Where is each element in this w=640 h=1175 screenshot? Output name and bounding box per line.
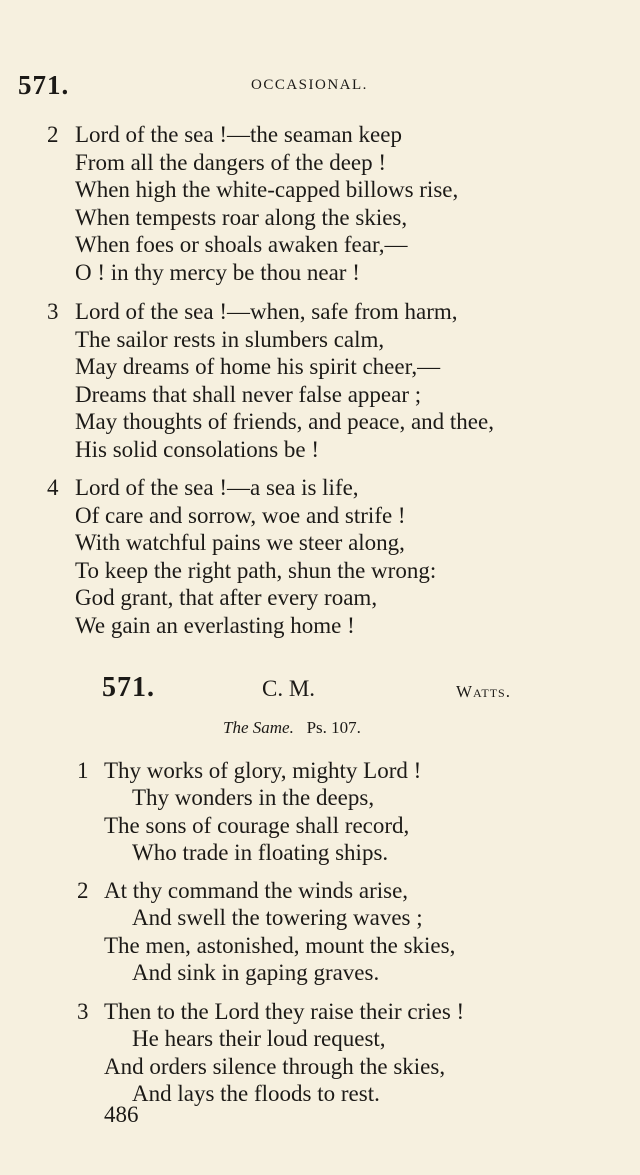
- verse-line: Of care and sorrow, woe and strife !: [75, 503, 406, 528]
- hymn-subtitle: [223, 718, 361, 738]
- stanza-number: 3: [77, 999, 89, 1024]
- verse-line: Lord of the sea !—a sea is life,: [75, 475, 359, 500]
- verse-line: When foes or shoals awaken fear,—: [75, 232, 408, 257]
- verse-line: At thy command the winds arise,: [104, 878, 409, 903]
- verse-line: Lord of the sea !—when, safe from harm,: [75, 299, 458, 324]
- verse-line: The sons of courage shall record,: [104, 813, 410, 838]
- subtitle-reference: Ps. 107.: [306, 718, 361, 737]
- verse-line: Then to the Lord they raise their cries !: [104, 999, 465, 1024]
- verse-line: When tempests roar along the skies,: [75, 205, 408, 230]
- verse-line: Who trade in floating ships.: [132, 840, 389, 865]
- hymn-author: Watts.: [456, 682, 511, 701]
- hymn-header: [0, 672, 640, 712]
- running-head-section-title: OCCASIONAL.: [251, 77, 368, 93]
- verse-line: His solid consolations be !: [75, 437, 320, 462]
- verse-line: Dreams that shall never false appear ;: [75, 382, 422, 407]
- verse-line: And sink in gaping graves.: [132, 960, 380, 985]
- verse-line: We gain an everlasting home !: [75, 613, 355, 638]
- verse-line: And swell the towering waves ;: [132, 905, 423, 930]
- subtitle-title: The Same.: [223, 718, 294, 737]
- verse-line: The men, astonished, mount the skies,: [104, 933, 456, 958]
- verse-line: When high the white-capped billows rise,: [75, 177, 459, 202]
- verse-line: The sailor rests in slumbers calm,: [75, 327, 385, 352]
- hymn-meter: C. M.: [262, 676, 316, 701]
- stanza-number: 3: [47, 299, 59, 324]
- running-head-hymn-number: 571.: [18, 70, 70, 100]
- verse-line: God grant, that after every roam,: [75, 585, 378, 610]
- stanza-number: 2: [47, 122, 59, 147]
- verse-line: He hears their loud request,: [132, 1026, 386, 1051]
- verse-line: Thy wonders in the deeps,: [132, 785, 375, 810]
- stanza-number: 1: [77, 758, 89, 783]
- verse-line: May dreams of home his spirit cheer,—: [75, 354, 441, 379]
- verse-line: To keep the right path, shun the wrong:: [75, 558, 437, 583]
- verse-line: O ! in thy mercy be thou near !: [75, 260, 360, 285]
- verse-line: May thoughts of friends, and peace, and thee,: [75, 409, 494, 434]
- page-number: 486: [104, 1102, 139, 1127]
- verse-line: Thy works of glory, mighty Lord !: [104, 758, 422, 783]
- verse-line: And lays the floods to rest.: [132, 1081, 380, 1106]
- verse-line: Lord of the sea !—the seaman keep: [75, 122, 402, 147]
- verse-line: And orders silence through the skies,: [104, 1054, 446, 1079]
- stanza-number: 4: [47, 475, 59, 500]
- verse-line: With watchful pains we steer along,: [75, 530, 405, 555]
- running-head: [18, 70, 598, 100]
- stanza-number: 2: [77, 878, 89, 903]
- verse-line: From all the dangers of the deep !: [75, 150, 387, 175]
- hymn-number: 571.: [102, 672, 155, 703]
